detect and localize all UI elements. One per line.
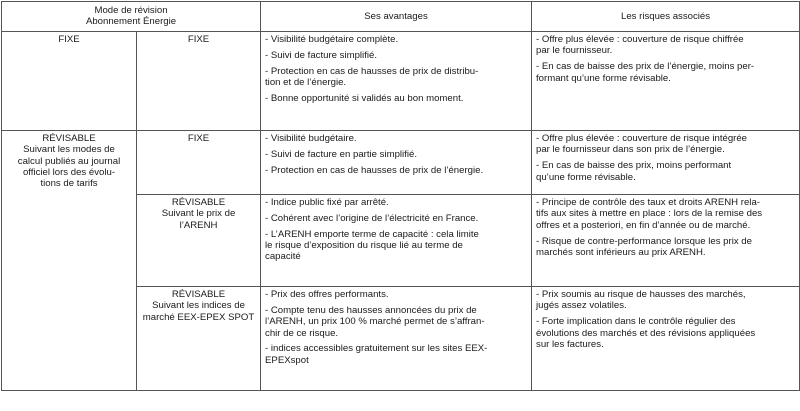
header-risques: Les risques associés bbox=[532, 2, 800, 32]
risques-fixe bbox=[532, 31, 800, 130]
list-item: - Bonne opportunité si validés au bon moment. bbox=[265, 92, 464, 104]
list-item: - L’ARENH emporte terme de capacité : cela limite le risque d’exposition du risque lié au terme de capacité bbox=[265, 228, 479, 263]
submode-revisable-arenh: RÉVISABLE Suivant le prix de l’ARENH bbox=[137, 194, 261, 286]
list-item: - En cas de baisse des prix de l’énergie, moins per- formant qu’une forme révisable. bbox=[536, 61, 755, 84]
list-item: - Risque de contre-performance lorsque les prix de marchés sont inférieurs au prix ARENH. bbox=[536, 235, 752, 258]
list-item: - Indice public fixé par arrêté. bbox=[265, 196, 389, 208]
risques-revisable-arenh bbox=[532, 194, 800, 286]
avantages-fixe bbox=[261, 31, 532, 130]
header-mode-line1: Mode de révision bbox=[94, 5, 168, 16]
avantages-revisable-fixe bbox=[261, 130, 532, 194]
risques-revisable-marche bbox=[532, 286, 800, 390]
list-item: - Offre plus élevée : couverture de risque intégrée par le fournisseur dans son prix de l’énergie. bbox=[536, 132, 748, 156]
row-revisable-fixe bbox=[2, 130, 800, 194]
list-item: - Prix des offres performants. bbox=[265, 288, 389, 300]
list-item: - Visibilité budgétaire. bbox=[265, 132, 357, 144]
header-avantages: Ses avantages bbox=[261, 2, 532, 32]
mode-revisable: RÉVISABLE Suivant les modes de calcul publiés au journal officiel lors des évolu- tions de tarifs bbox=[2, 130, 137, 390]
list-item: - Cohérent avec l’origine de l’électricité en France. bbox=[265, 212, 479, 224]
list-item: - Visibilité budgétaire complète. bbox=[265, 33, 399, 45]
list-item: - Prix soumis au risque de hausses des marchés, jugés assez volatiles. bbox=[536, 288, 746, 312]
avantages-revisable-arenh bbox=[261, 194, 532, 286]
list-item: - Suivi de facture en partie simplifié. bbox=[265, 148, 417, 160]
risques-revisable-fixe bbox=[532, 130, 800, 194]
list-item: - Principe de contrôle des taux et droits ARENH rela- tifs aux sites à mettre en place : lors de la remise des offres et a posteriori, en fin d’année ou de marché. bbox=[536, 196, 763, 231]
list-item: - Suivi de facture simplifié. bbox=[265, 49, 377, 61]
list-item: - Forte implication dans le contrôle régulier des évolutions des marchés et des révisions appliquées sur les factures. bbox=[536, 316, 756, 350]
avantages-revisable-marche bbox=[261, 286, 532, 390]
header-row bbox=[2, 2, 800, 32]
submode-fixe: FIXE bbox=[137, 31, 261, 130]
header-mode bbox=[2, 2, 261, 32]
list-item: - Protection en cas de hausses de prix de l’énergie. bbox=[265, 164, 484, 176]
submode-revisable-fixe: FIXE bbox=[137, 130, 261, 194]
list-item: - Offre plus élevée : couverture de risque chiffrée par le fournisseur. bbox=[536, 33, 744, 57]
comparison-table bbox=[1, 1, 800, 391]
row-fixe bbox=[2, 31, 800, 130]
list-item: - Protection en cas de hausses de prix de distribu- tion et de l’énergie. bbox=[265, 65, 479, 89]
submode-revisable-marche: RÉVISABLE Suivant les indices de marché EEX-EPEX SPOT bbox=[137, 286, 261, 390]
header-mode-line2: Abonnement Énergie bbox=[85, 16, 177, 28]
list-item: - En cas de baisse des prix, moins performant qu’une forme révisable. bbox=[536, 160, 732, 183]
mode-fixe: FIXE bbox=[2, 31, 137, 130]
list-item: - Compte tenu des hausses annoncées du prix de l’ARENH, un prix 100 % marché permet de s’affran- chir de ce risque. bbox=[265, 304, 485, 339]
list-item: - indices accessibles gratuitement sur les sites EEX- EPEXspot bbox=[265, 343, 488, 366]
